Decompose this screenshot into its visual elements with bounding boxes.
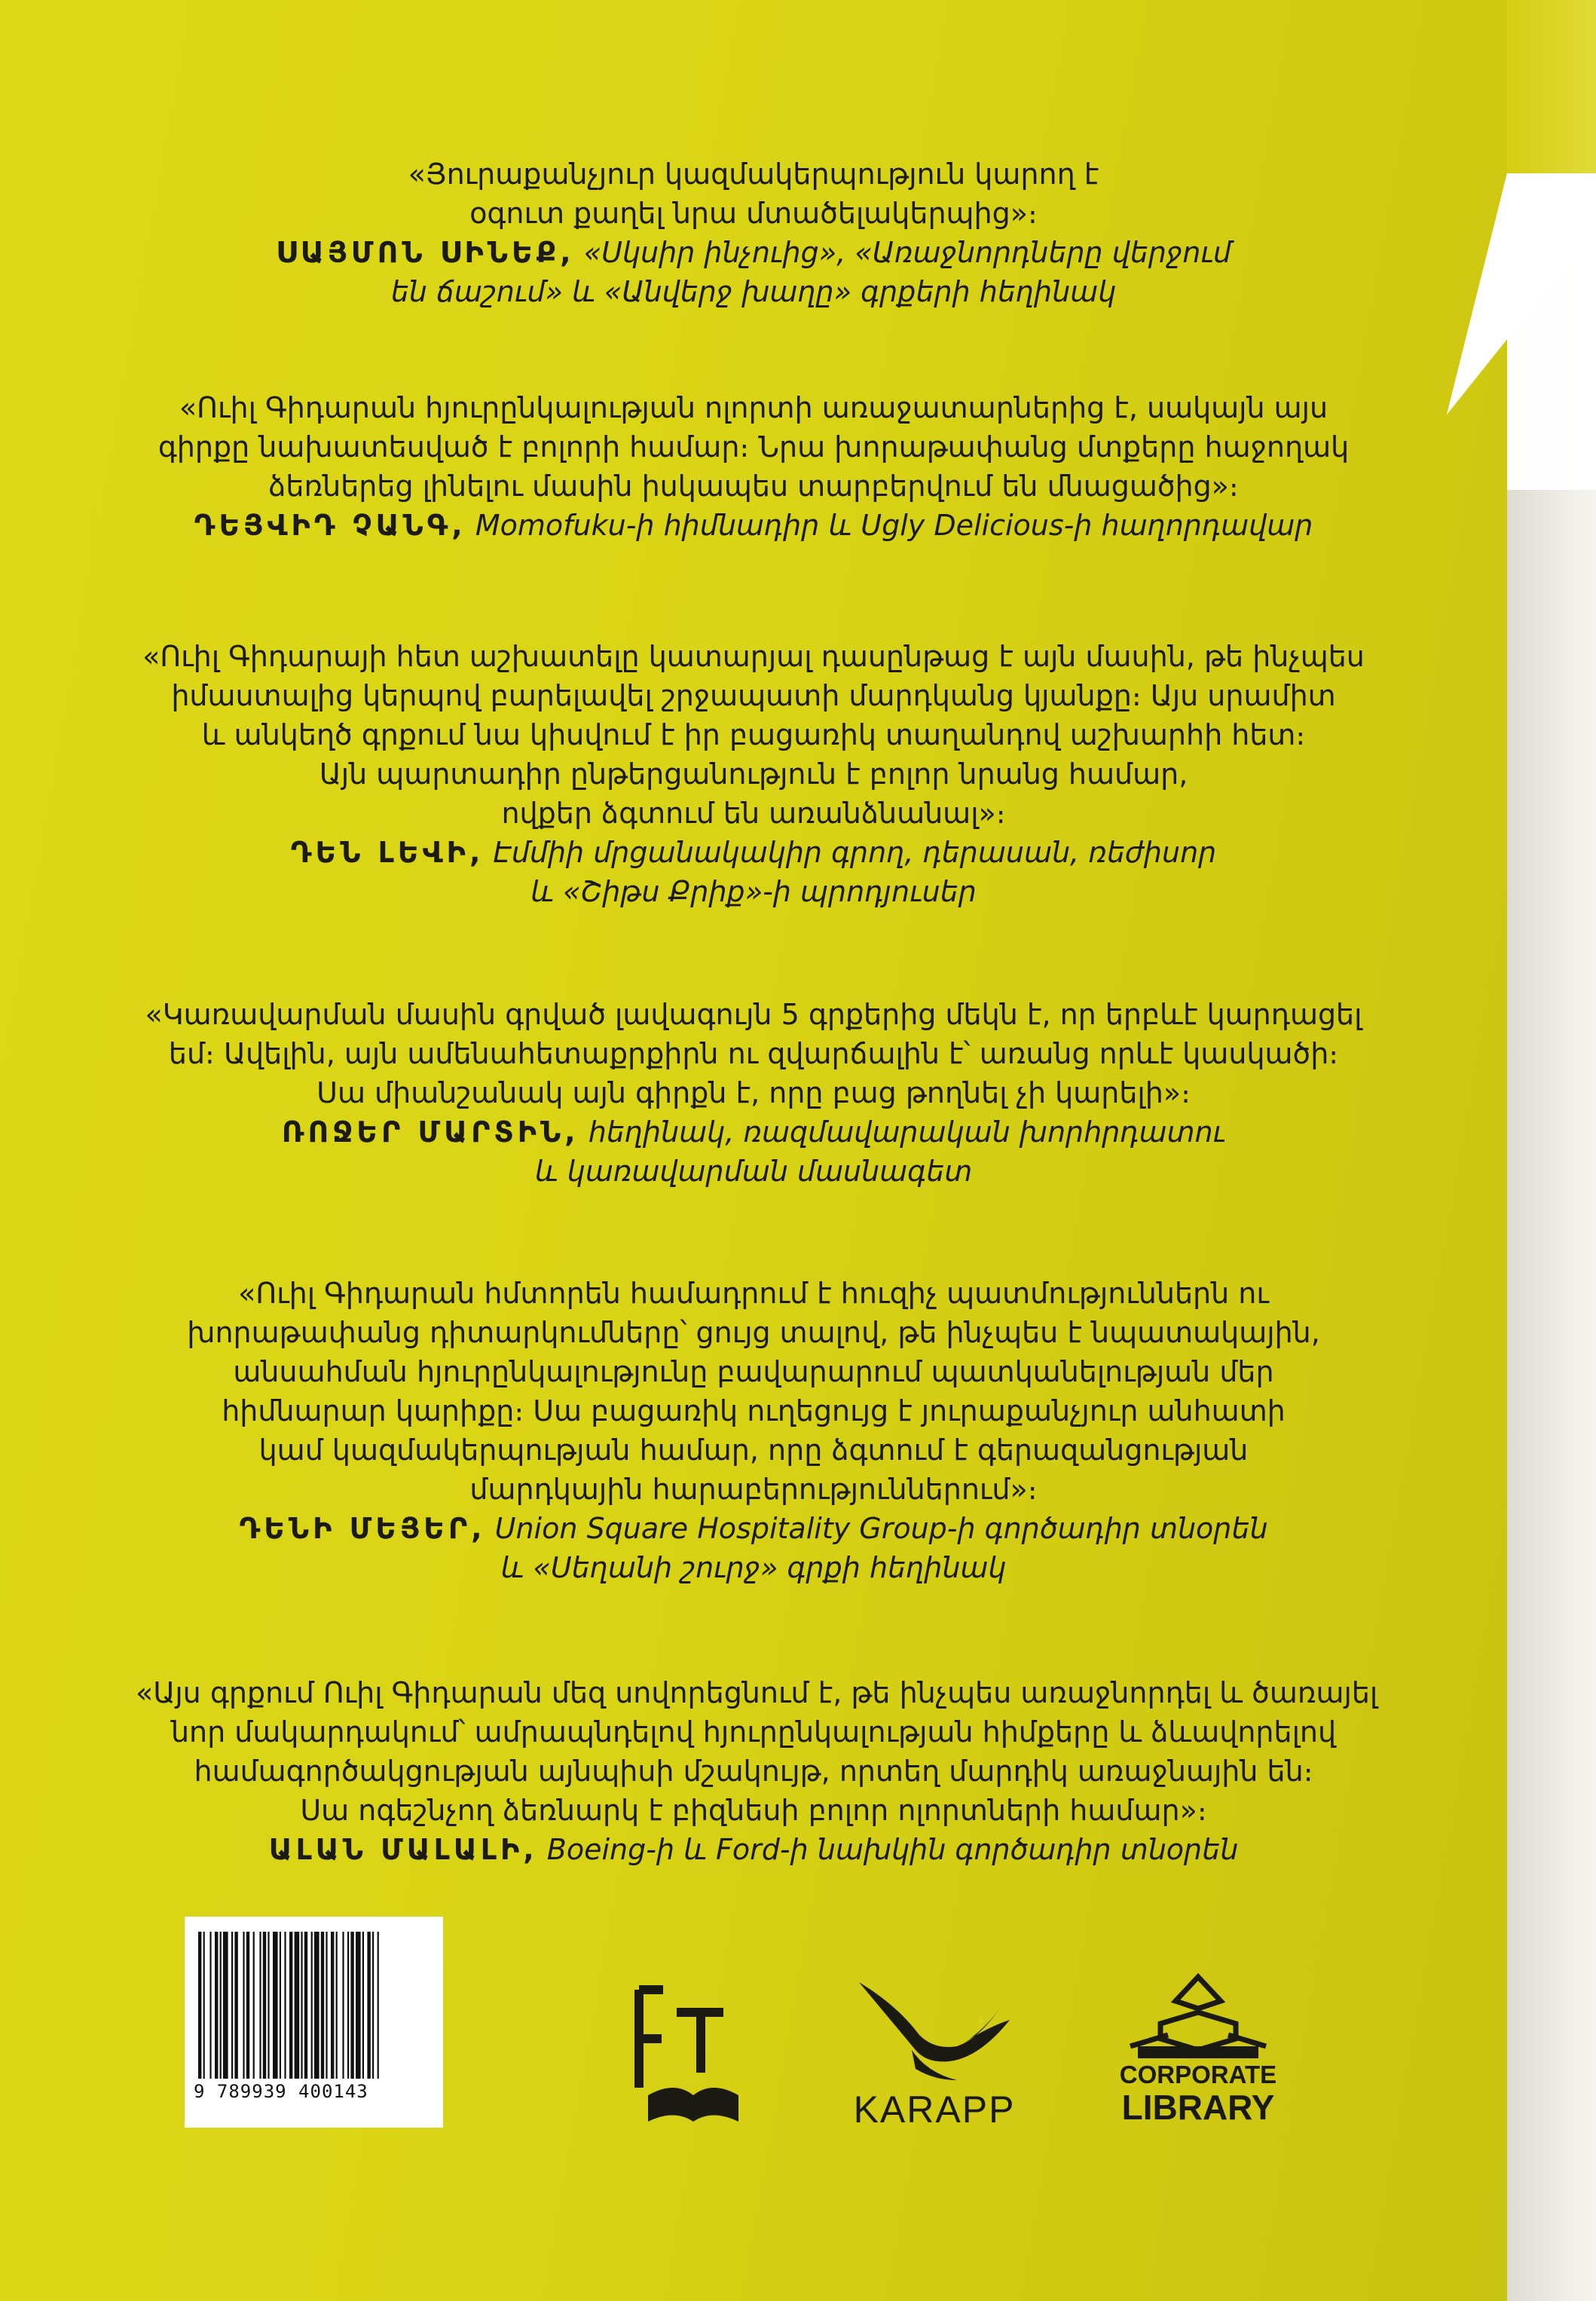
quote-author: ԴԵՆԻ ՄԵՅԵՐ,	[239, 1512, 486, 1545]
quote-credit: Boeing-ի և Ford-ի նախկին գործադիր տնօրեն	[546, 1833, 1239, 1866]
quote-line: և անկեղծ գրքում նա կիսվում է իր բացառիկ տաղանդով աշխարհի հետ։	[201, 718, 1306, 751]
quote-line: համագործակցության այնպիսի մշակույթ, որտեղ մարդիկ առաջնային են։	[194, 1755, 1313, 1788]
karapp-label: KARAPP	[853, 2088, 1016, 2131]
publisher-logo-karapp	[852, 1975, 1017, 2133]
quote-line: հիմնարար կարիքը։ Սա բացառիկ ուղեցույց է յուրաքանչյուր անհատի	[222, 1394, 1286, 1427]
quote-author: ԴԵՆ ԼԵՎԻ,	[290, 836, 485, 869]
quote-block	[136, 1274, 1371, 1587]
quote-block	[136, 388, 1371, 545]
quote-credit: են ճաշում» և «Անվերջ խաղը» գրքերի հեղինակ	[390, 275, 1117, 308]
publisher-logo-corporate-library	[1108, 1971, 1289, 2133]
library-label: LIBRARY	[1121, 2088, 1275, 2127]
quote-line: անսահման հյուրընկալությունը բավարարում պատկանելության մեր	[233, 1355, 1274, 1388]
quote-block	[136, 1673, 1378, 1869]
quote-attribution	[136, 1509, 1371, 1548]
quote-line: եմ։ Ավելին, այն ամենաhետաքրքիրն ու զվարճալին է՝ առանց որևէ կասկածի։	[168, 1037, 1339, 1070]
quote-credit: և «Շիթս Քրիք»-ի պրոդյուսեր	[530, 875, 977, 908]
karapp-bird-icon	[852, 1975, 1017, 2088]
isbn-barcode	[185, 1917, 443, 2128]
quote-author: ՌՈՋԵՐ ՄԱՐՏԻՆ,	[281, 1115, 579, 1149]
quote-block	[136, 155, 1371, 311]
quote-credit: Union Square Hospitality Group-ի գործադիր տնօրեն	[494, 1512, 1268, 1545]
quote-line: Սա ոգեշնչող ձեռնարկ է բիզնեսի բոլոր ոլորտների համար»։	[300, 1794, 1207, 1827]
quote-line: Այն պարտադիր ընթերցանություն է բոլոր նրանց համար,	[319, 757, 1188, 791]
quote-credit: «Սկսիր ինչուից», «Առաջնորդները վերջում	[583, 236, 1231, 269]
quote-block	[136, 637, 1371, 911]
quote-attribution	[136, 506, 1371, 545]
quote-line: «Ուիլ Գիդարան հյուրընկալության ոլորտի առաջատարներից է, սակայն այս	[179, 391, 1328, 424]
quote-credit: և կառավարման մասնագետ	[534, 1155, 973, 1188]
publisher-logo-et	[633, 1982, 746, 2125]
quote-credit: հեղինակ, ռազմավարական խորհրդատու	[588, 1115, 1226, 1149]
barcode-bars	[198, 1932, 428, 2079]
book-stack-icon	[1108, 1971, 1289, 2061]
quote-line: «Կառավարման մասին գրված լավագույն 5 գրքերից մեկն է, որ երբևէ կարդացել	[145, 998, 1362, 1031]
quote-line: իմաստալից կերպով բարելավել շրջապատի մարդկանց կյանքը։ Այս սրամիտ	[171, 679, 1336, 712]
quote-line: Սա միանշանակ այն գիրքն է, որը բաց թողնել չի կարելի»։	[316, 1076, 1191, 1109]
quote-credit: և «Սեղանի շուրջ» գրքի հեղինակ	[500, 1551, 1007, 1584]
corporate-label: CORPORATE	[1119, 2061, 1277, 2088]
quote-attribution	[136, 833, 1371, 872]
quote-line: «Յուրաքանչյուր կազմակերպություն կարող է	[408, 158, 1099, 191]
quote-attribution	[136, 233, 1371, 272]
quote-line: կամ կազմակերպության համար, որը ձգտում է գերազանցության	[258, 1434, 1249, 1467]
quote-line: գիրքը նախատեսված է բոլորի համար։ Նրա խորաթափանց մտքերը հաջողակ	[157, 430, 1350, 464]
quote-line: ձեռներեց լինելու մասին իսկապես տարբերվում են մնացածից»։	[268, 470, 1239, 503]
quote-line: «Այս գրքում Ուիլ Գիդարան մեզ սովորեցնում է, թե ինչպես առաջնորդել և ծառայել	[136, 1676, 1378, 1709]
quote-block	[136, 995, 1371, 1191]
quote-author: ԱԼԱՆ ՄԱԼԱԼԻ,	[268, 1833, 538, 1866]
arrow-graphic	[1432, 173, 1596, 490]
quote-attribution	[136, 1112, 1371, 1152]
et-book-logo-icon	[633, 1982, 746, 2125]
quote-line: խորաթափանց դիտարկումները՝ ցույց տալով, թե ինչպես է նպատակային,	[187, 1316, 1320, 1349]
quote-credit: Momofuku-ի հիմնադիր և Ugly Delicious-ի հաղորդավար	[475, 509, 1313, 542]
quote-line: նոր մակարդակում՝ ամրապնդելով հյուրընկալության հիմքերը և ձևավորելով	[170, 1715, 1337, 1749]
quote-line: օգուտ քաղել նրա մտածելակերպից»։	[469, 197, 1038, 230]
isbn-digits: 9 789939 400143	[194, 2081, 368, 2102]
quote-author: ԴԵՅՎԻԴ ՉԱՆԳ,	[194, 509, 466, 542]
quote-attribution	[136, 1830, 1371, 1869]
quote-line: մարդկային հարաբերություններում»։	[469, 1473, 1038, 1506]
quote-author: ՍԱՅՄՈՆ ՍԻՆԵՔ,	[276, 236, 575, 269]
quote-line: ովքեր ձգտում են առանձնանալ»։	[501, 797, 1006, 830]
quote-line: «Ուիլ Գիդարայի հետ աշխատելը կատարյալ դասընթաց է այն մասին, թե ինչպես	[142, 640, 1365, 673]
quote-line: «Ուիլ Գիդարան հմտորեն համադրում է հուզիչ պատմություններն ու	[238, 1277, 1269, 1310]
quote-credit: Էմմիի մրցանակակիր գրող, դերասան, ռեժիսոր	[493, 836, 1217, 869]
